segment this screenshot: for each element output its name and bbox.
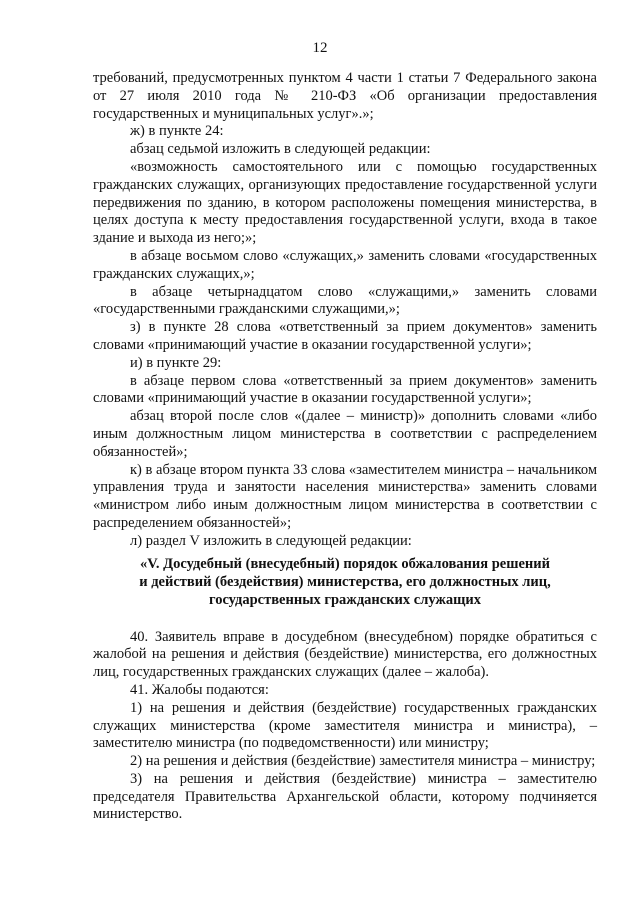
section-heading bbox=[93, 555, 597, 609]
paragraph: 41. Жалобы подаются: bbox=[130, 681, 269, 698]
paragraph: л) раздел V изложить в следующей редакции: bbox=[130, 532, 412, 549]
paragraph: и) в пункте 29: bbox=[130, 354, 222, 371]
paragraph: 1) на решения и действия (бездействие) государственных гражданских служащих министерства (кроме заместителя министра и министра), – заместителю министра (по подведомственности) или министру; bbox=[93, 699, 597, 752]
paragraph: в абзаце первом слова «ответственный за прием документов» заменить словами «принимающий участие в оказании государственной услуги»; bbox=[93, 372, 597, 407]
heading-line: «V. Досудебный (внесудебный) порядок обжалования решений bbox=[140, 555, 550, 572]
paragraph: з) в пункте 28 слова «ответственный за прием документов» заменить словами «принимающий участие в оказании государственной услуги»; bbox=[93, 319, 597, 353]
paragraph: абзац второй после слов «(далее – министр)» дополнить словами «либо иным должностным лицом министерства в соответствии с распределением обязанностей»; bbox=[93, 408, 597, 460]
paragraph: требований, предусмотренных пунктом 4 части 1 статьи 7 Федерального закона от 27 июля 2010 года № 210-ФЗ «Об организации предоставления государственных и муниципальных услуг».»; bbox=[93, 70, 597, 122]
heading-line: и действий (бездействия) министерства, его должностных лиц, bbox=[139, 573, 551, 590]
paragraphs-bottom bbox=[93, 629, 597, 825]
heading-line: государственных гражданских служащих bbox=[208, 591, 482, 608]
paragraph: 2) на решения и действия (бездействие) заместителя министра – министру; bbox=[130, 753, 596, 770]
paragraph: ж) в пункте 24: bbox=[130, 123, 224, 140]
paragraph: 3) на решения и действия (бездействие) министра – заместителю председателя Правительства Архангельской области, которому подчиняется министерство. bbox=[93, 770, 597, 823]
paragraph: в абзаце восьмом слово «служащих,» заменить словами «государственных гражданских служащих,»; bbox=[93, 247, 597, 282]
paragraph: в абзаце четырнадцатом слово «служащими,» заменить словами «государственными гражданскими служащими,»; bbox=[93, 283, 597, 318]
paragraphs-top bbox=[93, 70, 597, 551]
paragraph: к) в абзаце втором пункта 33 слова «заместителем министра – начальником управления труда и занятости населения министерства» заменить словами «министром либо иным должностным лицом министерства в соответствии с распределением обязанностей»; bbox=[93, 461, 597, 531]
paragraph: 40. Заявитель вправе в досудебном (внесудебном) порядке обратиться с жалобой на решения и действия (бездействие) министерства, его должностных лиц, государственных гражданских служащих (далее – жалоба). bbox=[93, 628, 597, 681]
paragraph: абзац седьмой изложить в следующей редакции: bbox=[130, 141, 431, 158]
paragraph: «возможность самостоятельного или с помощью государственных гражданских служащих, организующих предоставление государственной услуги передвижения по зданию, в котором расположены помещения министерства, в целях доступа к месту предоставления государственной услуги, входа в такое здание и выхода из него;»; bbox=[93, 158, 597, 247]
page-number: 12 bbox=[312, 40, 328, 56]
document-body bbox=[93, 70, 597, 824]
spacer bbox=[93, 609, 597, 629]
